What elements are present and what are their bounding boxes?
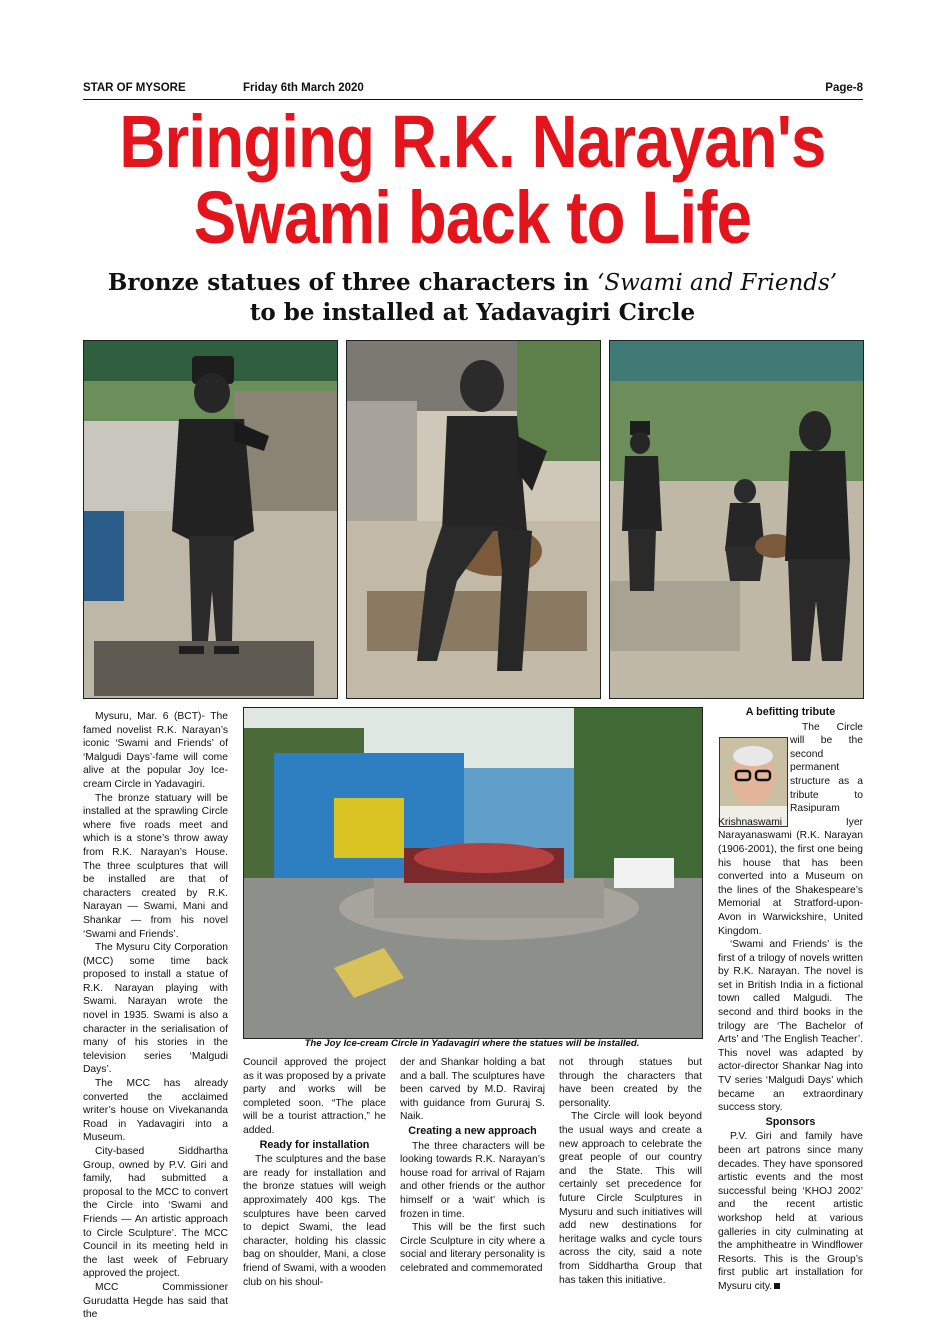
subhead-text: Bronze statues of three characters in <box>107 269 598 296</box>
article-column-1 <box>83 710 228 1322</box>
page-number: Page-8 <box>825 82 863 94</box>
article-column-5 <box>718 706 863 1294</box>
portrait-spacer <box>718 721 790 813</box>
paragraph: The Mysuru City Corporation (MCC) some time back proposed to install a statue of R.K. Narayan playing with Swami. Narayan wrote the novel in 1935. Swami is also a character in the serialisation of many of his stories in the television series ‘Malgudi Days’. <box>83 942 228 1076</box>
article-column-2 <box>243 1056 386 1289</box>
issue-date: Friday 6th March 2020 <box>243 82 364 94</box>
paragraph: The three characters will be looking towards R.K. Narayan’s house road for arrival of Rajam and other friends or the author himself or a ‘wait’ which is frozen in time. <box>400 1140 545 1220</box>
paragraph: MCC Commissioner Gurudatta Hegde has said that the <box>83 1281 228 1321</box>
subhead-book-title: ‘Swami and Friends’ <box>597 270 838 296</box>
photo-swami-statue <box>83 340 338 699</box>
paragraph: This will be the first such Circle Sculpture in city where a social and literary personality is celebrated and commemorated <box>400 1222 545 1274</box>
photo-caption: The Joy Ice-cream Circle in Yadavagiri where the statues will be installed. <box>304 1038 640 1049</box>
masthead <box>83 82 863 98</box>
paragraph: ‘Swami and Friends’ is the first of a trilogy of novels written by R.K. Narayan. The novel is set in British India in a fictional town called Malgudi. The second and third books in the trilogy are ‘The Bachelor of Arts’ and ‘The English Teacher’. This novel was adapted by actor-director Shankar Nag into TV series ‘Malgudi Days’ which became an extraordinary success story. <box>718 939 863 1114</box>
photo-mani-statue <box>346 340 601 699</box>
paragraph: der and Shankar holding a bat and a ball. The sculptures have been carved by M.D. Raviraj with guidance from Gururaj S. Naik. <box>400 1057 545 1123</box>
headline <box>118 100 828 259</box>
paragraph: The MCC has already converted the acclaimed writer’s house on Vivekananda Road in Yadavagiri into a Museum. <box>83 1078 228 1144</box>
section-heading: A befitting tribute <box>745 706 836 718</box>
paragraph: Mysuru, Mar. 6 (BCT)- The famed novelist R.K. Narayan’s iconic ‘Swami and Friends’ of ‘Malgudi Days’-fame will come alive at the popular Joy Ice-cream Circle in Yadavagiri. <box>83 711 228 790</box>
headline-line-1: Bringing R.K. Narayan's <box>119 100 826 183</box>
section-heading: Ready for installation <box>259 1138 370 1151</box>
photo-joy-icecream-circle <box>243 707 703 1039</box>
paragraph: not through statues but through the characters that have been created by the personality. <box>559 1057 702 1109</box>
subhead-line-2: to be installed at Yadavagiri Circle <box>249 299 696 326</box>
article-column-4 <box>559 1056 702 1287</box>
photo-three-statues <box>609 340 864 699</box>
paragraph-text: P.V. Giri and family have been art patrons since many decades. They have sponsored artistic events and the most successful being ‘KHOJ 2002’ and the recent artistic workshop held at various galleries in city culminating at the amphitheatre in Windflower Resorts. This is the Group’s first public art installation for Mysuru city. <box>718 1131 863 1292</box>
paragraph: The bronze statuary will be installed at the sprawling Circle where five roads meet and which is a stone’s throw away from R.K. Narayan’s House. The three sculptures that will be installed are that of characters created by R.K. Narayan — Swami, Mani and Shankar — from his novel ‘Swami and Friends’. <box>83 792 228 940</box>
paragraph: The Circle will be the second permanent structure as a tribute to Rasipuram Krishnaswami Iyer Narayanaswami (R.K. Narayan (1906-2001), the first one being his house that has been converted into a Museum on the lines of the Shakespeare’s Memorial at Stratford-upon-Avon in Warwickshire, United Kingdom. <box>718 721 863 937</box>
section-heading: Creating a new approach <box>408 1124 537 1137</box>
paragraph: Council approved the project as it was proposed by a private party and works will be completed soon. “The place will be a tourist attraction,” he added. <box>243 1057 386 1136</box>
article-column-3 <box>400 1056 545 1276</box>
end-mark <box>774 1283 780 1289</box>
paragraph: The Circle will look beyond the usual ways and create a new approach to celebrate the great people of our country and the State. This will certainly set precedence for future Circle Sculptures in Mysuru and such initiatives will add new destinations for heritage walks and cycle tours across the city, said a note from Siddhartha Group that has taken this initiative. <box>559 1111 702 1286</box>
headline-line-2: Swami back to Life <box>193 176 752 259</box>
paragraph: The sculptures and the base are ready for installation and the bronze statues will weigh approximately 400 kgs. The sculptures have been carved to depict Swami, the lead character, holding his classic bag on shoulder, Mani, a close friend of Swami, with a wooden club on his shoul- <box>243 1154 386 1288</box>
newspaper-name: STAR OF MYSORE <box>83 82 186 94</box>
subheadline <box>60 268 885 328</box>
paragraph: City-based Siddhartha Group, owned by P.V. Giri and family, had submitted a proposal to the MCC to convert the Circle into ‘Swami and Friends — An artistic approach to Circle Sculpture’. The MCC Council in its meeting held in the last week of February approved the project. <box>83 1146 228 1280</box>
section-heading: Sponsors <box>765 1115 816 1128</box>
paragraph <box>718 1130 863 1293</box>
